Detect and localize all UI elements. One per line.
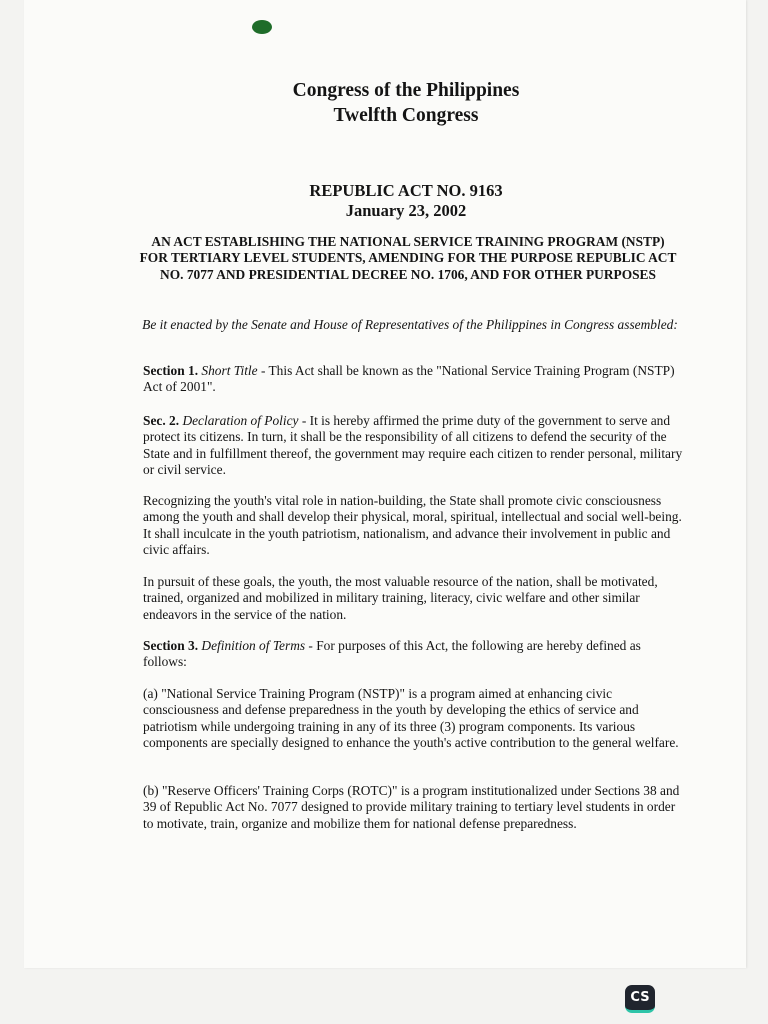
section-3-text: - For purposes of this Act, the following are hereby defined as follows: (143, 638, 641, 670)
section-1-label: Section 1. (143, 363, 199, 378)
header-congress-number: Twelfth Congress (333, 105, 479, 126)
definition-b: (b) "Reserve Officers' Training Corps (ROTC)" is a program institutionalized under Sections 38 and 39 of Republic Act No. 7077 designed to provide military training to tertiary level students in order to motivate, train, organize and mobilize them for national defense preparedness. (143, 783, 680, 831)
section-2-label: Sec. 2. (143, 413, 180, 428)
document-header (200, 78, 612, 128)
section-2-text: - It is hereby affirmed the prime duty of the government to serve and protect its citizens. In turn, it shall be the responsibility of all citizens to defend the security of the State and in fulfillment thereof, the government may require each citizen to render personal, military or civil service. (143, 413, 683, 477)
act-identifier (200, 181, 612, 221)
act-title: AN ACT ESTABLISHING THE NATIONAL SERVICE TRAINING PROGRAM (NSTP) FOR TERTIARY LEVEL STUDENTS, AMENDING FOR THE PURPOSE REPUBLIC ACT NO. 7077 AND PRESIDENTIAL DECREE NO. 1706, AND FOR OTHER PURPOSES (139, 234, 677, 282)
section-1-heading: Short Title (201, 363, 258, 378)
act-number: REPUBLIC ACT NO. 9163 (309, 181, 503, 200)
punch-hole-mark (252, 20, 272, 34)
section-2-paragraph-3: In pursuit of these goals, the youth, the most valuable resource of the nation, shall be motivated, trained, organized and mobilized in military training, literacy, civic welfare and other similar endeavors in the service of the nation. (143, 574, 658, 622)
definition-a: (a) "National Service Training Program (NSTP)" is a program aimed at enhancing civic consciousness and defense preparedness in the youth by developing the ethics of service and patriotism while undergoing training in any of its three (3) program components. Its various components are specially designed to enhance the youth's active contribution to the general welfare. (143, 686, 679, 750)
section-1 (143, 363, 683, 396)
section-2 (143, 413, 683, 478)
section-3 (143, 638, 683, 671)
header-congress: Congress of the Philippines (292, 80, 520, 101)
act-date: January 23, 2002 (345, 201, 467, 220)
section-2-paragraph-2: Recognizing the youth's vital role in nation-building, the State shall promote civic consciousness among the youth and shall develop their physical, moral, spiritual, intellectual and social well-being. It shall inculcate in the youth patriotism, nationalism, and advance their involvement in public and civic affairs. (143, 493, 682, 557)
enacting-clause: Be it enacted by the Senate and House of Representatives of the Philippines in Congress assembled: (142, 317, 678, 332)
scanner-app-badge: CS (625, 985, 655, 1013)
section-3-label: Section 3. (143, 638, 199, 653)
section-2-heading: Declaration of Policy (182, 413, 299, 428)
section-1-text: - This Act shall be known as the "National Service Training Program (NSTP) Act of 2001". (143, 363, 675, 395)
section-3-heading: Definition of Terms (201, 638, 306, 653)
